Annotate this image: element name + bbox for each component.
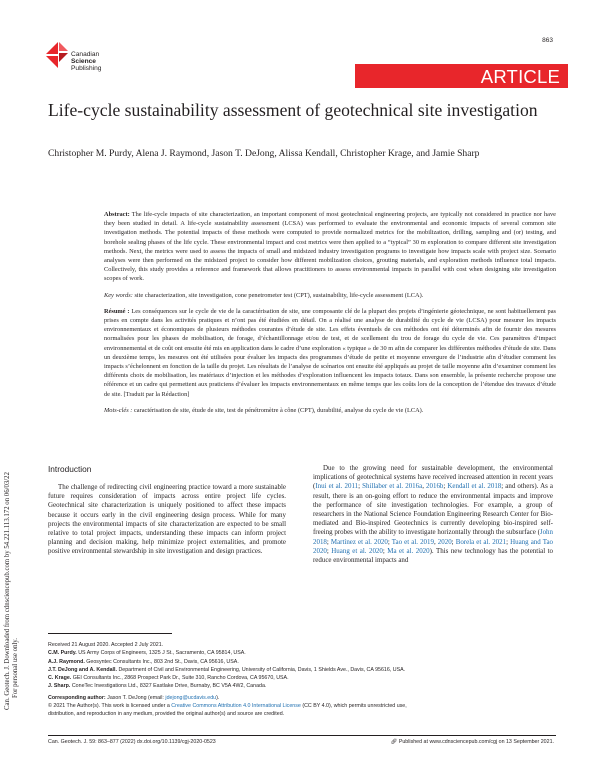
affiliation-name: J.T. DeJong and A. Kendall. bbox=[48, 666, 117, 673]
citation-link[interactable]: 2020 bbox=[437, 537, 452, 546]
affiliation-1 bbox=[48, 649, 556, 657]
abstract-label: Abstract: bbox=[104, 211, 130, 218]
affiliation-name: C. Krage. bbox=[48, 675, 72, 682]
corresponding-label: Corresponding author: bbox=[48, 694, 106, 701]
intro-paragraph-2 bbox=[313, 464, 553, 565]
email-link[interactable]: jdejong@ucdavis.edu bbox=[165, 694, 217, 701]
license-link[interactable]: Creative Commons Attribution 4.0 International License bbox=[171, 703, 301, 710]
corresponding-author bbox=[48, 694, 556, 702]
affiliation-name: A.J. Raymond. bbox=[48, 658, 85, 665]
citation-separator: ; bbox=[506, 537, 511, 546]
motscles-label: Mots-clés : bbox=[104, 406, 133, 414]
affiliation-4 bbox=[48, 674, 556, 682]
citation-separator: ; bbox=[387, 537, 392, 546]
corresponding-end: ). bbox=[216, 694, 220, 701]
affiliation-name: J. Sharp. bbox=[48, 683, 71, 690]
publisher-logo bbox=[42, 40, 132, 90]
footer-citation: Can. Geotech. J. 59: 863–877 (2022) dx.doi.org/10.1139/cgj-2020-0523 bbox=[48, 739, 216, 745]
affiliation-text: Geosyntec Consultants Inc., 803 2nd St., Davis, CA 95616, USA. bbox=[86, 658, 239, 665]
footnote-divider bbox=[48, 633, 172, 634]
resume-text: Les conséquences sur le cycle de vie de la caractérisation de site, une composante clé de la plupart des projets d’ingénierie géotechnique, ne sont habituellement pas prises en compte dans les activités pratiques et n’ont pas été étudiées en détail. On a réalisé une analyse de durabilité du cycle de vie (LCSA) pour mesurer les impacts environnementaux et économiques de plusieurs méthodes courantes d’étude de site. Les effets éventuels de ces méthodes ont été déterminés afin de fournir des mesures normalisées pour les phases de mobilisation, de forage, d’échantillonnage et/ou de test, et de scellement du trou de forage du cycle de vie. Ces paramètres d’impact environnemental et de coût ont ensuite été mis en application dans le cadre d’une exploration « typique » de 30 m afin de comparer les différentes méthodes d’étude de site. Dans un deuxième temps, les mesures ont été utilisées pour évaluer les impacts des programmes d’étude de petite et moyenne envergure de l’industrie afin d’étudier comment les impacts s’échelonnent en fonction de la taille du projet. Les résultats de l’analyse de scénarios ont ensuite été appliqués au projet de taille moyenne afin d’examiner comment les différents choix de mobilisation, les matériaux d’injection et les méthodes d’exploration influencent les impacts totaux. Dans son ensemble, la présente recherche propose une référence et un cadre qui permettent aux praticiens d’évaluer les impacts environnementaux en même temps que les coûts lors de la conception de l’étendue des travaux d’étude de site. [Traduit par la Rédaction] bbox=[104, 307, 556, 398]
license-text: (CC BY 4.0), which permits unrestricted use, bbox=[302, 703, 407, 710]
article-banner bbox=[355, 64, 568, 88]
citation-separator: , bbox=[422, 482, 427, 491]
citation-link[interactable]: 2016b bbox=[426, 482, 444, 491]
citation-separator: ; bbox=[326, 537, 331, 546]
citation-separator: ; bbox=[358, 482, 363, 491]
affiliation-5 bbox=[48, 682, 556, 690]
citation-link[interactable]: Tao et al. 2019 bbox=[391, 537, 434, 546]
citation-link[interactable]: Martínez et al. 2020 bbox=[330, 537, 388, 546]
para-text: ; and others). As a result, there is an on-going effort to reduce the environmental impacts and improve the performance of site investigation technologies. For example, a group of researchers in the National Science Foundation Engineering Research Center for Bio-mediated and Bio-inspired Geotechnics is currently developing bio-inspired self-freeing probes with the ability to investigate horizontally through the subsurface ( bbox=[313, 482, 554, 537]
license-line bbox=[48, 702, 556, 710]
publisher-line-2: Science bbox=[71, 58, 96, 66]
side-note-line-2: For personal use only. bbox=[12, 638, 20, 698]
citation-link[interactable]: Kendall et al. 2018 bbox=[447, 482, 502, 491]
side-note-line-1: Can. Geotech. J. Downloaded from cdnsciencepub.com by 54.221.113.172 on 06/03/22 bbox=[4, 472, 11, 710]
corresponding-text: Jason T. DeJong (email: bbox=[107, 694, 164, 701]
author-list: Christopher M. Purdy, Alena J. Raymond, Jason T. DeJong, Alissa Kendall, Christopher Krage, and Jamie Sharp bbox=[48, 148, 480, 159]
abstract-block bbox=[104, 210, 556, 422]
citation-link[interactable]: Huang and Tao 2020 bbox=[313, 537, 553, 555]
footer-published bbox=[391, 739, 554, 745]
footer-divider bbox=[48, 735, 556, 736]
affiliation-text: GEI Consultants Inc., 2868 Prospect Park Dr., Suite 310, Rancho Cordova, CA 95670, USA. bbox=[72, 675, 289, 682]
affiliation-text: US Army Corps of Engineers, 1325 J St., Sacramento, CA 95814, USA. bbox=[78, 650, 246, 657]
abstract-fr bbox=[104, 307, 556, 399]
received-line: Received 21 August 2020. Accepted 2 July 2021. bbox=[48, 642, 164, 648]
keywords-en bbox=[104, 291, 556, 300]
citation-link[interactable]: Shillaber et al. 2016a bbox=[362, 482, 423, 491]
intro-right-column bbox=[313, 464, 553, 565]
para-text: Due to the growing need for sustainable development, the environmental implications of geotechnical systems have received increased attention in recent years ( bbox=[313, 464, 553, 491]
intro-left-column bbox=[48, 464, 286, 557]
affiliation-text: ConeTec Investigations Ltd., 8327 Eastlake Drive, Burnaby, BC V5A 4W2, Canada. bbox=[71, 683, 267, 690]
section-heading-introduction: Introduction bbox=[48, 464, 92, 474]
publisher-line-3: Publishing bbox=[71, 65, 102, 73]
footnotes bbox=[48, 641, 556, 719]
external-link-icon: 🔗︎ bbox=[390, 739, 398, 745]
affiliation-2 bbox=[48, 658, 556, 666]
paper-title: Life-cycle sustainability assessment of geotechnical site investigation bbox=[48, 100, 538, 120]
citation-separator: ; bbox=[326, 546, 332, 555]
side-note-text bbox=[4, 190, 21, 710]
license-text: © 2021 The Author(s). This work is licensed under a bbox=[48, 703, 170, 710]
para-text: ). This new technology has the potential to reduce environmental impacts and bbox=[313, 546, 554, 565]
citation-link[interactable]: Borela et al. 2021 bbox=[455, 537, 507, 546]
affiliation-3 bbox=[48, 666, 556, 674]
citation-separator: ; bbox=[451, 537, 456, 546]
affiliation-text: Department of Civil and Environmental Engineering, University of California, Davis, 1 Shields Ave., Davis, CA 95616, USA. bbox=[118, 666, 406, 673]
affiliation-name: C.M. Purdy. bbox=[48, 650, 77, 657]
publisher-line-1: Canadian bbox=[71, 51, 100, 58]
citation-link[interactable]: Inui et al. 2011 bbox=[315, 482, 359, 491]
publisher-logo-mark bbox=[42, 40, 72, 76]
article-label: ARTICLE bbox=[480, 66, 560, 87]
citation-link[interactable]: John 2018 bbox=[313, 528, 553, 546]
keywords-label: Key words: bbox=[104, 291, 133, 299]
intro-paragraph-1: The challenge of redirecting civil engineering practice toward a more sustainable future requires consideration of impacts across entire project life cycles. Geotechnical site characterization is uniquely positioned to affect these impacts because it occurs early in the civil engineering design process. While for many projects the environmental impacts of site characterization are expected to be small relative to total project impacts, understanding these impacts can inform project planning and decision making, help minimize project externalities, and promote positive environmental stewardship in site investigation and design practices. bbox=[48, 483, 286, 556]
citation-separator: ; bbox=[443, 482, 448, 491]
keywords-fr bbox=[104, 406, 556, 415]
citation-link[interactable]: Huang et al. 2020 bbox=[331, 546, 383, 555]
abstract-text: The life-cycle impacts of site characterization, an important component of most geotechnical engineering projects, are typically not considered in practice nor have they been studied in detail. A life-cycle sustainability assessment (LCSA) was performed to evaluate the environmental and economic impacts of several common site investigation methods. The potential impacts of these methods were computed to provide normalized metrics for the mobilization, drilling, sampling and (or) testing, and borehole sealing phases of the life cycle. These environmental impact and cost metrics were then applied to a “typical” 30 m exploration to compare different site investigation methods. Next, the metrics were used to assess the impacts of small and midsized industry investigation programs to investigate how impacts scale with project size. Scenario analyses were then performed on the midsized project to consider how different mobilization choices, grouting materials, and exploration methods influence total impacts. Collectively, this study provides a reference and framework that allows practitioners to assess environmental impacts in parallel with cost when designing site investigation scopes of work. bbox=[104, 211, 556, 283]
citation-separator: , bbox=[433, 537, 438, 546]
citation-link[interactable]: Ma et al. 2020 bbox=[387, 546, 430, 555]
resume-label: Résumé : bbox=[104, 307, 130, 315]
keywords-text: site characterization, site investigation, cone penetrometer test (CPT), sustainability, life-cycle assessment (LCA). bbox=[134, 291, 424, 299]
motscles-text: caractérisation de site, étude de site, test de pénétromètre à cône (CPT), durabilité, analyse du cycle de vie (LCA). bbox=[133, 406, 424, 414]
publisher-name bbox=[71, 51, 101, 73]
page-number: 863 bbox=[542, 37, 553, 44]
citation-separator: ; bbox=[382, 546, 388, 555]
published-text: Published at www.cdnsciencepub.com/cgj on 13 September 2021. bbox=[398, 739, 554, 745]
abstract-en bbox=[104, 210, 556, 284]
download-side-note bbox=[0, 180, 36, 720]
license-line-2: distribution, and reproduction in any medium, provided the original author(s) and source are credited. bbox=[48, 711, 285, 718]
